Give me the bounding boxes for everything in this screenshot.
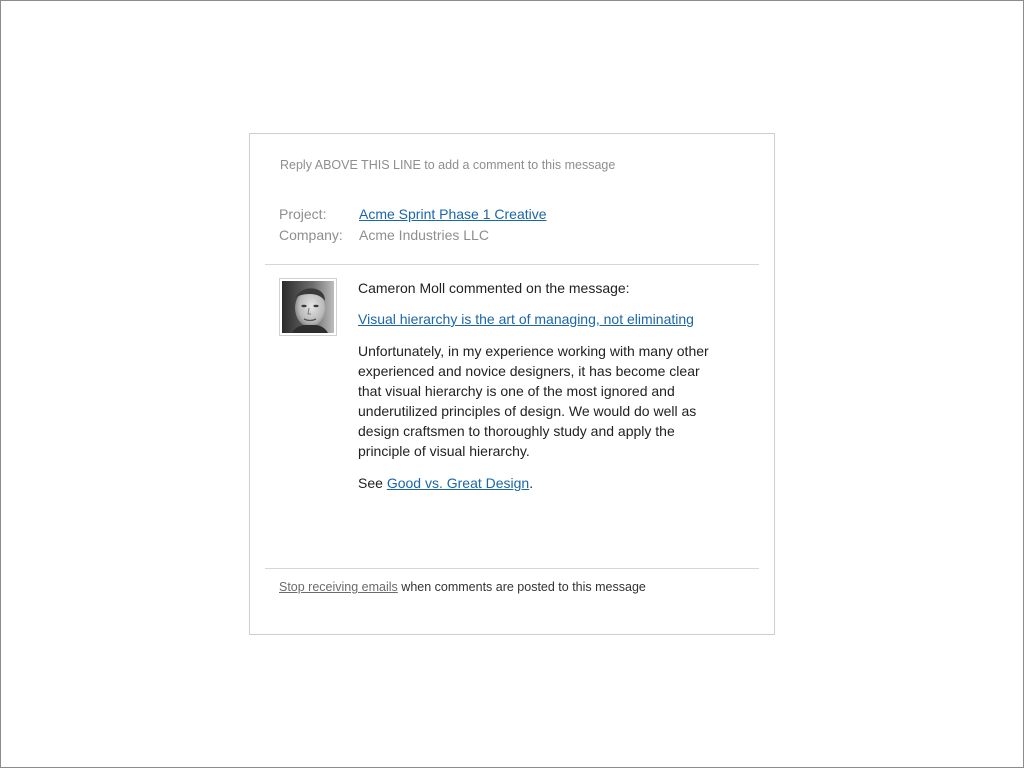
see-suffix: . — [529, 475, 534, 491]
good-vs-great-link[interactable]: Good vs. Great Design — [386, 475, 530, 491]
company-row — [279, 227, 489, 243]
avatar-portrait-icon — [282, 281, 334, 333]
email-card — [249, 133, 775, 635]
see-line — [358, 473, 718, 493]
commenter-line: Cameron Moll commented on the message: — [358, 280, 630, 296]
project-row — [279, 206, 547, 222]
project-label: Project: — [279, 206, 327, 222]
company-label: Company: — [279, 227, 343, 243]
message-title-paragraph — [358, 310, 718, 329]
footer — [279, 580, 646, 594]
project-link[interactable]: Acme Sprint Phase 1 Creative — [359, 206, 547, 222]
comment-body: Unfortunately, in my experience working with many other experienced and novice designers, it has become clear that visual hierarchy is one of the most ignored and underutilized principles of design. We would do well as design craftsmen to thoroughly study and apply the principle of visual hierarchy. — [358, 343, 709, 459]
header-divider — [265, 264, 759, 265]
footer-divider — [265, 568, 759, 569]
see-prefix: See — [358, 475, 387, 491]
avatar — [279, 278, 337, 336]
comment-block — [358, 278, 718, 493]
reply-instruction: Reply ABOVE THIS LINE to add a comment to this message — [280, 158, 616, 172]
unsubscribe-link[interactable]: Stop receiving emails — [279, 580, 398, 594]
company-name: Acme Industries LLC — [359, 227, 489, 243]
message-title-link[interactable]: Visual hierarchy is the art of managing, not eliminating — [358, 311, 694, 327]
unsubscribe-suffix: when comments are posted to this message — [397, 580, 646, 594]
